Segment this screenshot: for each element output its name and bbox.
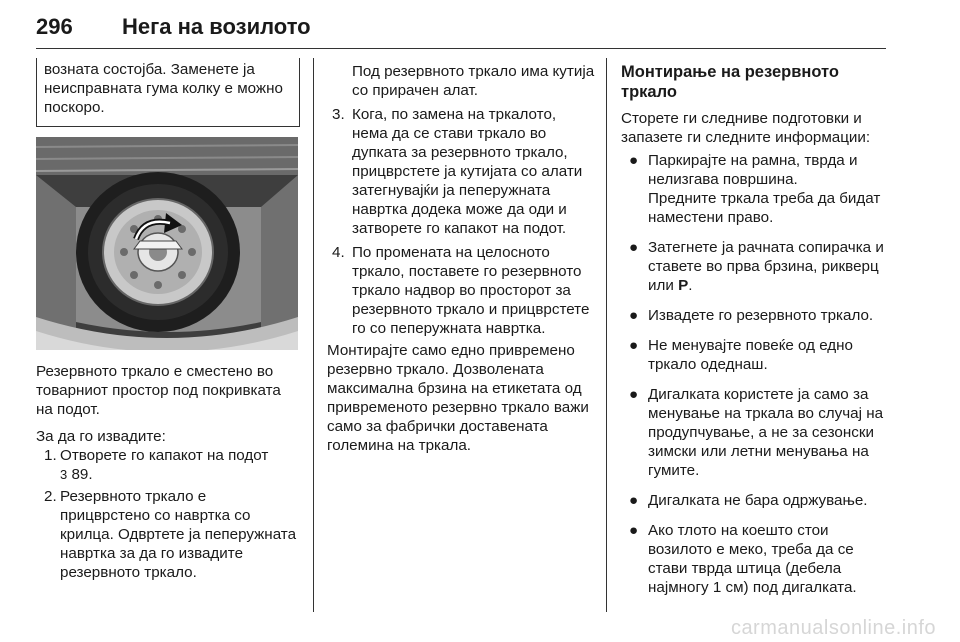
section-intro: Сторете ги следниве подготовки и запазете ги следните информации: [621,110,871,146]
page-number: 296 [36,14,73,39]
intro-text: Резервното тркало е сместено во товарниот простор под покривката на подот. [36,363,281,418]
page-ref-icon: 3 [60,467,68,482]
bullet-icon: ● [629,522,639,539]
list-item: 4. По промената на целосното тркало, поставете го резервното тркало надвор во просторот за резервното тркало и прицврстете го со пеперужната навртка. [332,244,590,337]
column-3 [621,62,889,608]
column-1 [36,58,298,582]
warning-box [36,58,300,127]
page-title: Нега на возилото [122,14,311,39]
spare-wheel-figure [36,137,298,350]
bullet-icon: ● [629,337,639,354]
bullet-icon: ● [629,152,639,169]
list-item: ● Дигалката не бара одржување. [629,492,868,509]
continuation-text: Под резервното тркало има кутија со прирачен алат. [352,63,595,99]
page-header [36,4,886,49]
steps-list [327,105,595,338]
list-item: ● Извадете го резервното тркало. [629,307,874,324]
page-ref[interactable]: 89. [71,466,93,483]
list-item: ● Ако тлото на коешто стои возилото е меко, треба да се стави тврда штица (дебела најмногу 1 см) под дигалката. [629,522,857,596]
list-item: ● Дигалката користете ја само за менување на тркала во случај на продупчување, а не за сезонски зимски или летни менувања на гумите. [629,386,884,479]
bullet-icon: ● [629,239,639,256]
spare-wheel-illustration-icon [36,137,298,350]
bullet-list [621,151,889,597]
remove-heading: За да го извадите: [36,428,166,445]
column-divider-2 [606,58,607,612]
list-item: 3. Кога, по замена на тркалото, нема да се стави тркало во дупката за резервното тркало, прицврстете ја кутијата со алати затегнувајќи ја пеперужната навртка додека може да оди и затворете го капакот на подот. [332,106,583,237]
note-text: Монтирајте само едно привремено резервно тркало. Дозволената максимална брзина на етикетата од привременото резервно тркало важи само за фабрички доставената големина на тркала. [327,342,589,454]
list-item: 1. Отворете го капакот на подот 3 89. [44,447,269,483]
list-item: ● Паркирајте на рамна, тврда и нелизгава површина. Предните тркала треба да бидат наместени право. [629,152,881,226]
bullet-icon: ● [629,492,639,509]
list-item: ● Затегнете ја рачната сопирачка и ставете во прва брзина, рикверц или P. [629,239,884,294]
bullet-icon: ● [629,307,639,324]
steps-list [36,446,298,582]
column-2 [327,62,595,455]
watermark: carmanualsonline.info [730,617,936,639]
bullet-icon: ● [629,386,639,403]
column-divider-1 [313,58,314,612]
warning-text: возната состојба. Заменете ја неисправната гума колку е можно поскоро. [44,61,283,116]
section-heading: Монтирање на резервното тркало [621,63,839,101]
list-item: ● Не менувајте повеќе од едно тркало одеднаш. [629,337,854,373]
list-item: 2. Резервното тркало е прицврстено со навртка со крилца. Одвртете ја пеперужната навртка за да го извадите резервното тркало. [44,488,297,581]
